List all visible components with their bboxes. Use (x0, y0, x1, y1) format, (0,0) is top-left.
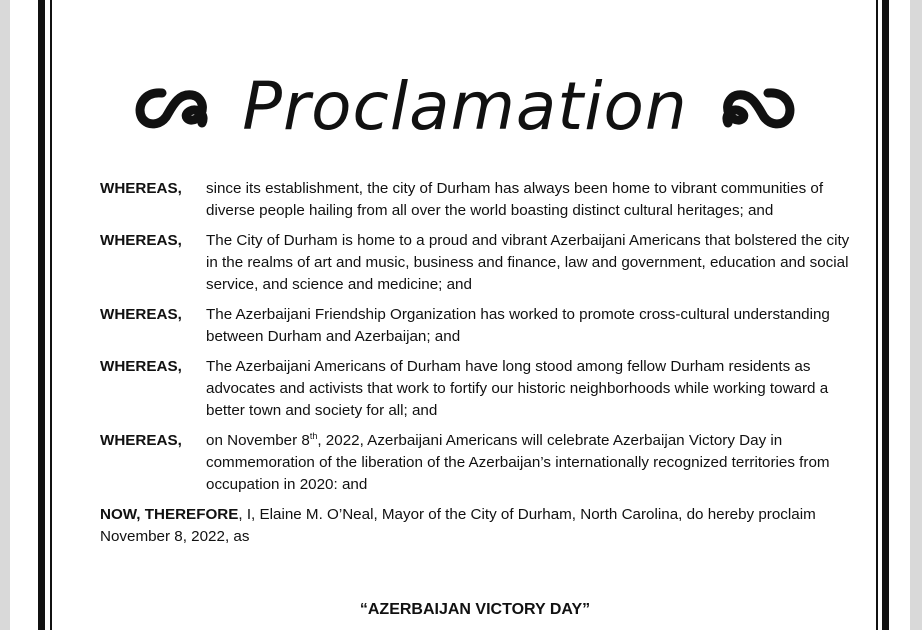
whereas-clause (100, 230, 850, 296)
whereas-clause (100, 178, 850, 222)
page-border-right-inner (876, 0, 878, 630)
whereas-clause (100, 430, 850, 496)
now-therefore-lead: NOW, THEREFORE (100, 506, 239, 523)
title-row (100, 66, 830, 146)
proclamation-page (10, 0, 910, 630)
page-border-left-outer (38, 0, 45, 630)
page-title: Proclamation (242, 67, 688, 145)
page-border-left-inner (50, 0, 52, 630)
whereas-clause (100, 304, 850, 348)
right-ornament-icon (716, 81, 798, 131)
clause-text: since its establishment, the city of Durham has always been home to vibrant communities of diverse people hailing from all over the world boasting distinct cultural heritages; and (206, 180, 824, 219)
clause-label: WHEREAS, (100, 232, 182, 249)
clause-text: The City of Durham is home to a proud and vibrant Azerbaijani Americans that bolstered the city in the realms of art and music, business and finance, law and government, education and social service, and science and medicine; and (206, 232, 850, 293)
now-therefore-clause (100, 504, 850, 548)
clause-text: The Azerbaijani Americans of Durham have long stood among fellow Durham residents as advocates and activists that work to fortify our historic neighborhoods while working toward a better town and society for all; and (206, 358, 829, 419)
clause-text: The Azerbaijani Friendship Organization has worked to promote cross-cultural understanding between Durham and Azerbaijan; and (206, 306, 830, 345)
clause-text-start: on November 8 (206, 432, 310, 449)
whereas-clause (100, 356, 850, 422)
clause-label: WHEREAS, (100, 306, 182, 323)
ordinal-suffix: th (309, 430, 318, 441)
left-ornament-icon (132, 81, 214, 131)
clause-label: WHEREAS, (100, 180, 182, 197)
clause-label: WHEREAS, (100, 358, 182, 375)
page-border-right-outer (882, 0, 889, 630)
proclamation-body (100, 178, 850, 548)
now-therefore-text: , I, Elaine M. O’Neal, Mayor of the City of Durham, North Carolina, do hereby proclaim November 8, 2022, as (100, 506, 816, 545)
declaration-heading: “AZERBAIJAN VICTORY DAY” (359, 601, 591, 618)
clause-text-end: , 2022, Azerbaijani Americans will celebrate Azerbaijan Victory Day in commemoration of the liberation of the Azerbaijan’s internationally recognized territories from occupation in 2020: and (206, 432, 830, 493)
clause-text (206, 430, 850, 496)
clause-label: WHEREAS, (100, 432, 182, 449)
